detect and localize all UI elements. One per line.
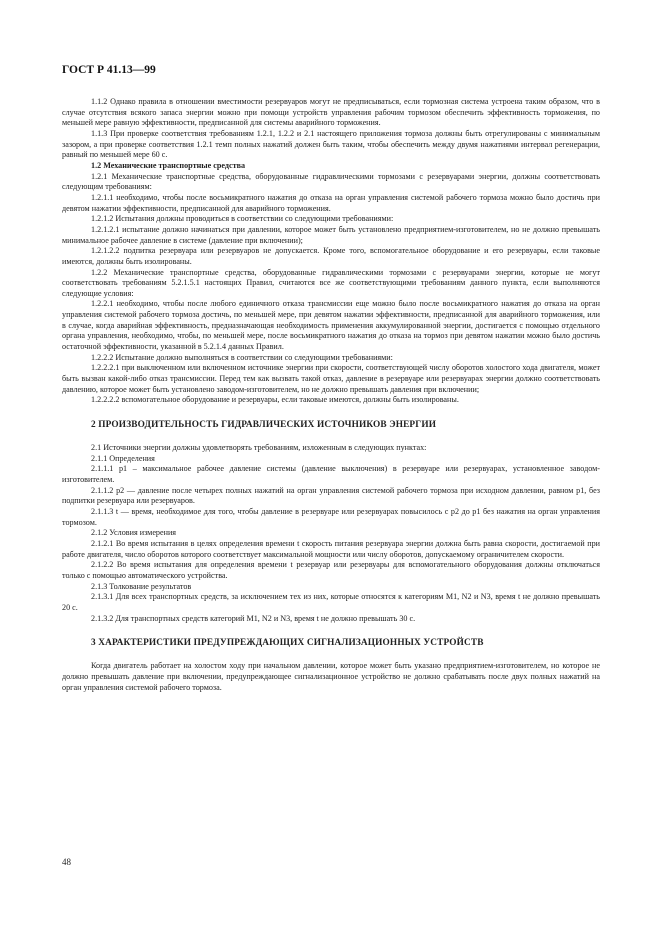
paragraph: 2.1.3.2 Для транспортных средств категорий M1, N2 и N3, время t не должно превышать 30 с. <box>91 613 416 623</box>
page-number: 48 <box>62 857 71 867</box>
paragraph: 2.1.2.1 Во время испытания в целях определения времени t скорость питания резервуара энергии должна быть равна скорости, достигаемой при работе двигателя, число оборотов которого соответствует максимальной мощности или числу оборотов, допускаемому ограничителем скорости. <box>62 538 600 559</box>
document-header: ГОСТ Р 41.13—99 <box>62 64 156 76</box>
document-body <box>62 97 600 693</box>
paragraph: 1.2.2.1 необходимо, чтобы после любого единичного отказа трансмиссии еще можно было после восьмикратного нажатия до отказа на орган управления системой рабочего тормоза достичь, по меньшей мере, при девятом нажатии эффективности, предписанной для аварийного торможения, или в случае, когда аварийная эффективность, предназначающая необходимость применения аккумулированной энергии, достигается с помощью отдельного органа управления, необходимо, чтобы, по меньшей мере, после восьмикратного нажатия до отказа на тормоз при девятом нажатии можно было достичь остаточной эффективности, указанной в 5.2.1.4 данных Правил. <box>62 299 600 352</box>
paragraph: 1.2.1.1 необходимо, чтобы после восьмикратного нажатия до отказа на орган управления системой рабочего тормоза можно было достичь при девятом нажатии эффективности, предписанной для аварийного торможения. <box>62 192 600 213</box>
paragraph: 1.1.2 Однако правила в отношении вместимости резервуаров могут не предписываться, если тормозная система устроена таким образом, что в случае отсутствия всякого запаса энергии можно при помощи устройств управления рабочим тормозом обеспечить эффективность торможения, по меньшей мере равную эффективности, предписанной для системы аварийного торможения. <box>62 97 600 128</box>
paragraph: 1.2.2.2.1 при выключенном или включенном источнике энергии при скорости, соответствующей числу оборотов холостого хода двигателя, может быть вызван какой-либо отказ трансмиссии. Перед тем как вызвать такой отказ, давление в резервуаре или резервуарах энергии должно соответствовать давлению, которое может быть установлено заводом-изготовителем, но не должно превышать давления при включении; <box>62 363 600 394</box>
paragraph: 1.2 Механические транспортные средства <box>91 160 246 170</box>
paragraph: 1.1.3 При проверке соответствия требованиям 1.2.1, 1.2.2 и 2.1 настоящего приложения тормоза должны быть отрегулированы с минимальным зазором, а при проверке соответствия 1.2.1 темп полных нажатий должен быть таким, чтобы обеспечить между двумя нажатиями интервал регенерации, равный по меньшей мере 60 с. <box>62 128 600 160</box>
paragraph: 2.1.2 Условия измерения <box>91 528 177 538</box>
paragraph: 2.1 Источники энергии должны удовлетворять требованиям, изложенным в следующих пунктах: <box>91 443 427 453</box>
paragraph: 1.2.2 Механические транспортные средства, оборудованные гидравлическими тормозами с резервуарами энергии, которые не могут соответствовать требованиям 5.2.1.5.1 настоящих Правил, считаются все же соответствующими требованиям данного пункта, если выполняются следующие условия: <box>62 267 600 298</box>
paragraph: 2.1.1 Определения <box>91 453 155 463</box>
paragraph: 1.2.1.2.1 испытание должно начинаться при давлении, которое может быть установлено предприятием-изготовителем, но не должно превышать минимальное рабочее давление в системе (давление при включении); <box>62 224 600 245</box>
paragraph: 2.1.2.2 Во время испытания для определения времени t резервуар или резервуары для вспомогательного оборудования должны отключаться только с помощью автоматического устройства. <box>62 560 600 580</box>
paragraph: 1.2.1.2.2 подпитка резервуара или резервуаров не допускается. Кроме того, вспомогательное оборудование и его резервуары, если таковые имеются, должны быть изолированы. <box>62 246 600 266</box>
section-heading: 3 ХАРАКТЕРИСТИКИ ПРЕДУПРЕЖДАЮЩИХ СИГНАЛИЗАЦИОННЫХ УСТРОЙСТВ <box>91 638 484 649</box>
paragraph: Когда двигатель работает на холостом ходу при начальном давлении, которое может быть указано предприятием-изготовителем, но которое не должно превышать давление при включении, предупреждающее сигнализационное устройство не должно срабатывать после двух полных нажатий на орган управления системой рабочего тормоза. <box>62 661 600 692</box>
section-heading: 2 ПРОИЗВОДИТЕЛЬНОСТЬ ГИДРАВЛИЧЕСКИХ ИСТОЧНИКОВ ЭНЕРГИИ <box>91 420 437 431</box>
paragraph: 2.1.3 Толкование результатов <box>91 581 192 591</box>
paragraph: 1.2.2.2 Испытание должно выполняться в соответствии со следующими требованиями: <box>91 352 393 362</box>
paragraph: 1.2.1.2 Испытания должны проводиться в соответствии со следующими требованиями: <box>91 214 394 224</box>
paragraph: 2.1.1.1 p1 – максимальное рабочее давление системы (давление выключения) в резервуаре или резервуарах, установленное заводом-изготовителем. <box>62 464 600 484</box>
paragraph: 2.1.1.2 p2 — давление после четырех полных нажатий на орган управления системой рабочего тормоза при исходном давлении, равном p1, без подпитки резервуара или резервуаров. <box>62 485 600 506</box>
paragraph: 2.1.3.1 Для всех транспортных средств, за исключением тех из них, которые относятся к категориям M1, N2 и N3, время t не должно превышать 20 с. <box>62 592 600 612</box>
paragraph: 1.2.1 Механические транспортные средства, оборудованные гидравлическими тормозами с резервуарами энергии, должны соответствовать следующим требованиям: <box>62 171 600 192</box>
paragraph: 2.1.1.3 t — время, необходимое для того, чтобы давление в резервуаре или резервуарах повысилось с p2 до p1 без нажатия на орган управления тормозом. <box>62 506 600 527</box>
paragraph: 1.2.2.2.2 вспомогательное оборудование и резервуары, если таковые имеются, должны быть изолированы. <box>91 395 459 405</box>
